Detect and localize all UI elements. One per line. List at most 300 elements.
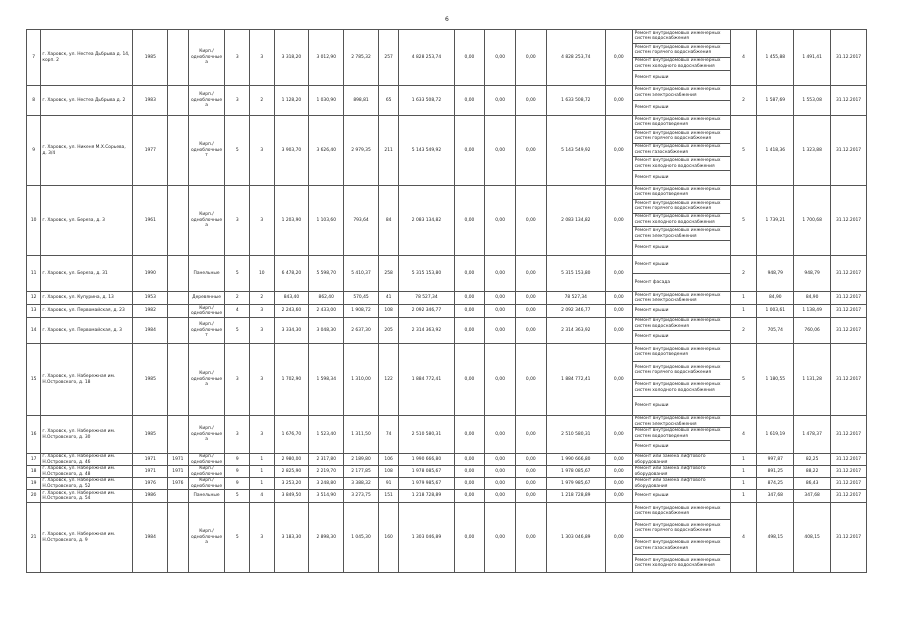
cell-limit-cost: 760,06 [794, 318, 831, 344]
cell-completion-date: 31.12.2017 [831, 466, 867, 478]
cell-floors: 2 [225, 292, 250, 305]
table-row [27, 454, 867, 466]
cell-fund-local: 0,00 [515, 490, 546, 503]
cell-entrances: 3 [250, 344, 275, 416]
cell-year-renovated: 1971 [168, 466, 188, 478]
cell-fund-owners: 2 083 134,82 [546, 186, 605, 256]
cell-fund-other: 0,00 [605, 318, 632, 344]
cell-entrances: 1 [250, 466, 275, 478]
cell-works [632, 503, 730, 573]
cell-fund-regional: 0,00 [485, 454, 516, 466]
cell-year-renovated [168, 116, 188, 186]
work-item: Ремонт внутридомовых инженерных систем холодного водоснабжения [633, 157, 730, 171]
cell-unit-cost: 705,74 [757, 318, 794, 344]
cell-fund-owners: 4 828 253,74 [546, 30, 605, 86]
cell-fund-other: 0,00 [605, 503, 632, 573]
cell-floors: 9 [225, 466, 250, 478]
cell-residents: 108 [378, 466, 398, 478]
cell-private-area: 1 310,00 [344, 344, 379, 416]
cell-fund-owners: 1 979 985,67 [546, 478, 605, 490]
cell-fund-owners: 1 990 666,80 [546, 454, 605, 466]
table-row [27, 30, 867, 86]
cell-fund-owners: 5 315 153,80 [546, 256, 605, 292]
cell-residents: 106 [378, 454, 398, 466]
cell-fund-local: 0,00 [515, 305, 546, 318]
cell-total-area: 3 334,30 [274, 318, 309, 344]
cell-year-renovated [168, 503, 188, 573]
cell-works-count: 5 [730, 344, 757, 416]
cell-limit-cost: 84,90 [794, 292, 831, 305]
cell-unit-cost: 1 739,21 [757, 186, 794, 256]
work-item: Ремонт крыши [634, 444, 669, 450]
cell-completion-date: 31.12.2017 [831, 305, 867, 318]
cell-fund-owners: 2 510 580,31 [546, 416, 605, 454]
cell-year-built: 1990 [133, 256, 168, 292]
cell-fund-owners: 2 314 363,92 [546, 318, 605, 344]
cell-completion-date: 31.12.2017 [831, 86, 867, 116]
table-row [27, 256, 867, 292]
cell-private-area: 898,81 [344, 86, 379, 116]
work-item: Ремонт крыши [633, 256, 730, 274]
cell-total-area: 3 183,30 [274, 503, 309, 573]
cell-address: г. Харовск, ул. Набережная им. Н.Островского, д. 18 [41, 344, 133, 416]
cell-private-area: 2 177,85 [344, 466, 379, 478]
cell-fund-owners: 1 884 772,41 [546, 344, 605, 416]
table-row [27, 318, 867, 344]
work-item: Ремонт внутридомовых инженерных систем электроснабжения [634, 292, 721, 303]
cell-limit-cost: 88,22 [794, 466, 831, 478]
cell-total-area: 843,40 [274, 292, 309, 305]
cell-works-count: 1 [730, 490, 757, 503]
cell-residential-area: 2 898,30 [309, 503, 344, 573]
cell-wall-material: Панельные [188, 490, 225, 503]
cell-wall-material: Кирп./ одноблочные а [188, 416, 225, 454]
cell-fund-local: 0,00 [515, 503, 546, 573]
cell-floors: 4 [225, 305, 250, 318]
table-row [27, 416, 867, 454]
cell-total-cost: 1 884 772,41 [399, 344, 454, 416]
cell-address: г. Харовск, ул. Береза, д. 31 [41, 256, 133, 292]
table-row [27, 292, 867, 305]
cell-private-area: 570,45 [344, 292, 379, 305]
cell-year-built: 1986 [133, 490, 168, 503]
cell-total-area: 1 676,70 [274, 416, 309, 454]
cell-completion-date: 31.12.2017 [831, 116, 867, 186]
cell-entrances: 3 [250, 186, 275, 256]
cell-fund-federal: 0,00 [454, 454, 485, 466]
cell-unit-cost: 1 619,19 [757, 416, 794, 454]
work-item: Ремонт внутридомовых инженерных систем холодного водоснабжения [633, 214, 730, 228]
cell-total-cost: 2 083 134,82 [399, 186, 454, 256]
cell-row-number: 10 [27, 186, 41, 256]
cell-works [632, 186, 730, 256]
work-item: Ремонт крыши [634, 403, 669, 409]
work-item: Ремонт внутридомовых инженерных систем водоотведения [633, 116, 730, 130]
cell-wall-material: Кирп./ одноблочные [188, 454, 225, 466]
cell-row-number: 21 [27, 503, 41, 573]
table-row [27, 86, 867, 116]
cell-residential-area: 5 598,70 [309, 256, 344, 292]
cell-entrances: 3 [250, 30, 275, 86]
cell-total-area: 1 203,90 [274, 186, 309, 256]
cell-address: г. Харовск, ул. Нестеа Дьбрыва д. 2 [41, 86, 133, 116]
cell-fund-federal: 0,00 [454, 256, 485, 292]
cell-fund-owners: 1 218 728,89 [546, 490, 605, 503]
cell-entrances: 3 [250, 318, 275, 344]
cell-fund-regional: 0,00 [485, 344, 516, 416]
cell-total-area: 2 243,60 [274, 305, 309, 318]
cell-total-area: 1 702,90 [274, 344, 309, 416]
cell-fund-local: 0,00 [515, 478, 546, 490]
cell-unit-cost: 84,90 [757, 292, 794, 305]
cell-row-number: 9 [27, 116, 41, 186]
cell-address: г. Харовск, ул. Набережная им. Н.Островского, д. 30 [41, 416, 133, 454]
cell-fund-regional: 0,00 [485, 30, 516, 86]
cell-year-renovated [168, 256, 188, 292]
cell-floors: 9 [225, 454, 250, 466]
cell-residents: 205 [378, 318, 398, 344]
cell-entrances: 3 [250, 116, 275, 186]
cell-works-count: 1 [730, 292, 757, 305]
table-row [27, 490, 867, 503]
cell-year-built: 1976 [133, 478, 168, 490]
cell-entrances: 2 [250, 86, 275, 116]
cell-works [632, 344, 730, 416]
cell-private-area: 1 311,50 [344, 416, 379, 454]
cell-wall-material: Кирп./ одноблочные [188, 478, 225, 490]
cell-floors: 3 [225, 416, 250, 454]
cell-fund-federal: 0,00 [454, 30, 485, 86]
cell-address: г. Харовск, ул. Набережная им. Н.Островского, д. 9 [41, 503, 133, 573]
cell-works-count: 1 [730, 466, 757, 478]
work-item: Ремонт внутридомовых инженерных систем газоснабжения [633, 144, 730, 158]
cell-limit-cost: 347,68 [794, 490, 831, 503]
cell-total-cost: 1 303 046,89 [399, 503, 454, 573]
cell-fund-other: 0,00 [605, 86, 632, 116]
cell-unit-cost: 891,25 [757, 466, 794, 478]
table-row [27, 466, 867, 478]
cell-entrances: 4 [250, 490, 275, 503]
cell-fund-regional: 0,00 [485, 503, 516, 573]
work-item: Ремонт крыши [634, 334, 669, 339]
cell-year-built: 1971 [133, 466, 168, 478]
cell-limit-cost: 1 131,28 [794, 344, 831, 416]
cell-year-renovated [168, 416, 188, 454]
cell-year-renovated [168, 186, 188, 256]
cell-residents: 257 [378, 30, 398, 86]
work-item: Ремонт фасада [634, 279, 671, 285]
cell-year-built: 1971 [133, 454, 168, 466]
cell-address: г. Харовск, ул. Никеня М.Х.Сорьева, д. 3/4 [41, 116, 133, 186]
cell-year-built: 1953 [133, 292, 168, 305]
cell-year-built: 1985 [133, 344, 168, 416]
cell-residents: 258 [378, 256, 398, 292]
work-item: Ремонт или замена лифтового оборудования [634, 478, 706, 489]
cell-completion-date: 31.12.2017 [831, 490, 867, 503]
cell-row-number: 12 [27, 292, 41, 305]
cell-fund-local: 0,00 [515, 186, 546, 256]
work-item: Ремонт внутридомовых инженерных систем электроснабжения [633, 86, 730, 101]
cell-floors: 3 [225, 30, 250, 86]
cell-works [632, 30, 730, 86]
cell-fund-other: 0,00 [605, 478, 632, 490]
cell-total-area: 1 128,20 [274, 86, 309, 116]
cell-private-area: 1 045,30 [344, 503, 379, 573]
cell-residential-area: 862,40 [309, 292, 344, 305]
cell-residents: 108 [378, 305, 398, 318]
cell-private-area: 1 908,72 [344, 305, 379, 318]
cell-private-area: 3 273,75 [344, 490, 379, 503]
cell-fund-local: 0,00 [515, 30, 546, 86]
cell-residents: 151 [378, 490, 398, 503]
cell-fund-other: 0,00 [605, 466, 632, 478]
cell-private-area: 2 189,80 [344, 454, 379, 466]
cell-address: г. Харовск, ул. Набережная им. Н.Островского, д. 46 [41, 454, 133, 466]
cell-fund-other: 0,00 [605, 305, 632, 318]
cell-wall-material: Деревянные [188, 292, 225, 305]
cell-unit-cost: 1 587,69 [757, 86, 794, 116]
cell-total-cost: 1 978 085,67 [399, 466, 454, 478]
cell-entrances: 3 [250, 416, 275, 454]
cell-fund-federal: 0,00 [454, 478, 485, 490]
cell-fund-local: 0,00 [515, 344, 546, 416]
cell-wall-material: Кирп./ одноблочные а [188, 86, 225, 116]
cell-floors: 5 [225, 318, 250, 344]
cell-year-built: 1985 [133, 416, 168, 454]
cell-works-count: 1 [730, 305, 757, 318]
cell-works-count: 5 [730, 186, 757, 256]
cell-works-count: 1 [730, 454, 757, 466]
cell-unit-cost: 874,25 [757, 478, 794, 490]
cell-fund-owners: 1 303 046,89 [546, 503, 605, 573]
cell-fund-local: 0,00 [515, 256, 546, 292]
work-item: Ремонт крыши [634, 308, 669, 314]
cell-wall-material: Кирп./ одноблочные [188, 305, 225, 318]
cell-total-cost: 2 314 363,92 [399, 318, 454, 344]
cell-floors: 3 [225, 344, 250, 416]
cell-year-renovated [168, 292, 188, 305]
cell-fund-regional: 0,00 [485, 116, 516, 186]
cell-fund-local: 0,00 [515, 454, 546, 466]
work-item: Ремонт внутридомовых инженерных систем холодного водоснабжения [633, 380, 730, 398]
cell-total-cost: 5 315 153,80 [399, 256, 454, 292]
cell-total-cost: 1 979 985,67 [399, 478, 454, 490]
cell-residential-area: 3 048,30 [309, 318, 344, 344]
table-row [27, 478, 867, 490]
cell-works [632, 490, 730, 503]
cell-private-area: 3 388,32 [344, 478, 379, 490]
cell-fund-other: 0,00 [605, 292, 632, 305]
cell-total-cost: 78 527,34 [399, 292, 454, 305]
work-item: Ремонт внутридомовых инженерных систем водоотведения [633, 186, 730, 200]
cell-address: г. Харовск, ул. Нестеа Дьбрыва д. 14, корп. 2 [41, 30, 133, 86]
cell-works-count: 1 [730, 478, 757, 490]
cell-unit-cost: 948,79 [757, 256, 794, 292]
cell-unit-cost: 1 418,36 [757, 116, 794, 186]
work-item: Ремонт крыши [634, 75, 669, 81]
cell-row-number: 19 [27, 478, 41, 490]
cell-unit-cost: 498,15 [757, 503, 794, 573]
cell-total-cost: 4 828 253,74 [399, 30, 454, 86]
cell-residents: 211 [378, 116, 398, 186]
cell-works [632, 116, 730, 186]
cell-works [632, 318, 730, 344]
cell-fund-federal: 0,00 [454, 503, 485, 573]
cell-fund-regional: 0,00 [485, 86, 516, 116]
cell-floors: 3 [225, 86, 250, 116]
cell-row-number: 7 [27, 30, 41, 86]
cell-year-built: 1982 [133, 305, 168, 318]
cell-total-cost: 5 143 549,92 [399, 116, 454, 186]
cell-floors: 5 [225, 490, 250, 503]
cell-row-number: 18 [27, 466, 41, 478]
cell-row-number: 17 [27, 454, 41, 466]
cell-completion-date: 31.12.2017 [831, 454, 867, 466]
cell-residents: 91 [378, 478, 398, 490]
cell-residential-area: 3 248,80 [309, 478, 344, 490]
cell-total-area: 3 253,20 [274, 478, 309, 490]
cell-limit-cost: 948,79 [794, 256, 831, 292]
cell-total-area: 6 478,20 [274, 256, 309, 292]
cell-fund-other: 0,00 [605, 186, 632, 256]
cell-fund-other: 0,00 [605, 454, 632, 466]
cell-residential-area: 3 012,90 [309, 30, 344, 86]
cell-works [632, 466, 730, 478]
cell-works [632, 416, 730, 454]
cell-completion-date: 31.12.2017 [831, 256, 867, 292]
cell-total-area: 2 825,90 [274, 466, 309, 478]
cell-total-cost: 1 990 666,80 [399, 454, 454, 466]
cell-entrances: 1 [250, 478, 275, 490]
cell-fund-local: 0,00 [515, 86, 546, 116]
cell-floors: 5 [225, 116, 250, 186]
work-item: Ремонт внутридомовых инженерных систем водоотведения [633, 344, 730, 362]
cell-row-number: 11 [27, 256, 41, 292]
cell-fund-owners: 78 527,34 [546, 292, 605, 305]
cell-fund-regional: 0,00 [485, 256, 516, 292]
work-item: Ремонт внутридомовых инженерных систем горячего водоснабжения [633, 520, 730, 537]
cell-fund-regional: 0,00 [485, 292, 516, 305]
cell-fund-federal: 0,00 [454, 490, 485, 503]
cell-unit-cost: 1 003,61 [757, 305, 794, 318]
work-item: Ремонт или замена лифтового оборудования [634, 466, 706, 477]
cell-fund-regional: 0,00 [485, 416, 516, 454]
cell-entrances: 10 [250, 256, 275, 292]
cell-year-renovated [168, 318, 188, 344]
cell-wall-material: Кирп./ одноблочные т [188, 318, 225, 344]
cell-fund-federal: 0,00 [454, 305, 485, 318]
cell-year-renovated: 1976 [168, 478, 188, 490]
cell-address: г. Харовск, ул. Первомайская, д. 3 [41, 318, 133, 344]
cell-row-number: 14 [27, 318, 41, 344]
table-row [27, 503, 867, 573]
cell-year-renovated [168, 490, 188, 503]
cell-limit-cost: 86,43 [794, 478, 831, 490]
cell-row-number: 8 [27, 86, 41, 116]
cell-works [632, 256, 730, 292]
cell-limit-cost: 1 138,49 [794, 305, 831, 318]
cell-unit-cost: 347,68 [757, 490, 794, 503]
cell-fund-federal: 0,00 [454, 292, 485, 305]
table-row [27, 116, 867, 186]
cell-works [632, 86, 730, 116]
cell-works-count: 4 [730, 503, 757, 573]
cell-residential-area: 2 317,80 [309, 454, 344, 466]
cell-residents: 122 [378, 344, 398, 416]
work-item: Ремонт внутридомовых инженерных систем газоснабжения [633, 538, 730, 555]
cell-year-renovated [168, 86, 188, 116]
cell-entrances: 3 [250, 305, 275, 318]
cell-year-built: 1984 [133, 318, 168, 344]
cell-fund-local: 0,00 [515, 466, 546, 478]
cell-fund-regional: 0,00 [485, 466, 516, 478]
cell-unit-cost: 997,87 [757, 454, 794, 466]
cell-row-number: 13 [27, 305, 41, 318]
cell-address: г. Харовск, ул. Набережная им. Н.Островского, д. 52 [41, 478, 133, 490]
cell-fund-regional: 0,00 [485, 186, 516, 256]
cell-fund-other: 0,00 [605, 490, 632, 503]
cell-entrances: 1 [250, 454, 275, 466]
cell-total-cost: 1 218 728,89 [399, 490, 454, 503]
cell-address: г. Харовск, ул. Первомайская, д. 23 [41, 305, 133, 318]
cell-floors: 5 [225, 503, 250, 573]
cell-completion-date: 31.12.2017 [831, 30, 867, 86]
cell-year-built: 1985 [133, 30, 168, 86]
cell-entrances: 3 [250, 503, 275, 573]
cell-fund-other: 0,00 [605, 344, 632, 416]
cell-total-cost: 2 510 580,31 [399, 416, 454, 454]
cell-private-area: 5 410,37 [344, 256, 379, 292]
page-number: 6 [445, 16, 449, 23]
cell-private-area: 2 979,35 [344, 116, 379, 186]
cell-row-number: 15 [27, 344, 41, 416]
work-item: Ремонт крыши [634, 175, 669, 181]
cell-works-count: 2 [730, 86, 757, 116]
cell-fund-federal: 0,00 [454, 186, 485, 256]
cell-entrances: 2 [250, 292, 275, 305]
cell-residential-area: 1 103,60 [309, 186, 344, 256]
work-item: Ремонт внутридомовых инженерных систем горячего водоснабжения [633, 200, 730, 214]
cell-fund-federal: 0,00 [454, 116, 485, 186]
cell-residential-area: 2 433,00 [309, 305, 344, 318]
cell-residential-area: 1 523,40 [309, 416, 344, 454]
cell-completion-date: 31.12.2017 [831, 186, 867, 256]
cell-wall-material: Кирп./ одноблочные [188, 466, 225, 478]
cell-residential-area: 3 514,90 [309, 490, 344, 503]
cell-fund-federal: 0,00 [454, 416, 485, 454]
cell-fund-regional: 0,00 [485, 305, 516, 318]
cell-fund-owners: 1 978 085,67 [546, 466, 605, 478]
cell-limit-cost: 1 491,41 [794, 30, 831, 86]
cell-works [632, 305, 730, 318]
work-item: Ремонт внутридомовых инженерных систем водоотведения [633, 428, 730, 440]
cell-year-built: 1983 [133, 86, 168, 116]
cell-year-renovated: 1971 [168, 454, 188, 466]
work-item: Ремонт внутридомовых инженерных систем горячего водоснабжения [633, 44, 730, 58]
cell-unit-cost: 1 180,55 [757, 344, 794, 416]
cell-residential-area: 1 030,90 [309, 86, 344, 116]
cell-total-area: 3 903,70 [274, 116, 309, 186]
cell-residents: 65 [378, 86, 398, 116]
cell-address: г. Харовск, ул. Купурина, д. 13 [41, 292, 133, 305]
table-row [27, 186, 867, 256]
cell-total-area: 3 849,50 [274, 490, 309, 503]
cell-works [632, 454, 730, 466]
work-item: Ремонт внутридомовых инженерных систем электроснабжения [633, 227, 730, 241]
cell-residential-area: 3 626,40 [309, 116, 344, 186]
cell-completion-date: 31.12.2017 [831, 416, 867, 454]
cell-wall-material: Панельные [188, 256, 225, 292]
